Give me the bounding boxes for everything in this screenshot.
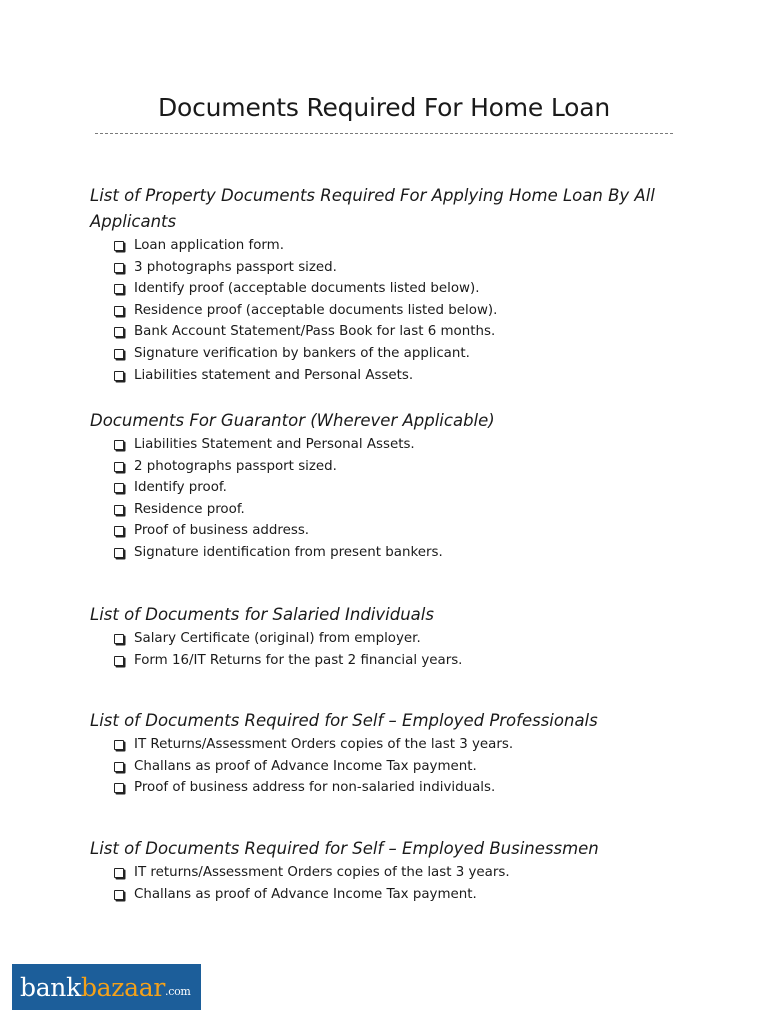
- list-item-text: Residence proof (acceptable documents listed below).: [134, 302, 498, 318]
- checkbox-icon: [114, 462, 124, 472]
- checkbox-icon: [114, 526, 124, 536]
- list-item: [114, 321, 690, 343]
- list-item-text: 3 photographs passport sized.: [134, 259, 337, 275]
- title-divider: [95, 133, 673, 134]
- list-item: [114, 542, 690, 564]
- section-businessmen-documents: [90, 836, 690, 905]
- list-item-text: Signature identification from present bankers.: [134, 544, 443, 560]
- list-item: [114, 499, 690, 521]
- checkbox-icon: [114, 783, 124, 793]
- list-item-text: IT returns/Assessment Orders copies of the last 3 years.: [134, 865, 510, 880]
- checkbox-icon: [114, 505, 124, 515]
- list-item-text: Residence proof.: [134, 501, 245, 517]
- checkbox-icon: [114, 868, 124, 878]
- checkbox-icon: [114, 740, 124, 750]
- list-item-text: Salary Certificate (original) from employer.: [134, 631, 421, 646]
- list-item: [114, 477, 690, 499]
- list-item: [114, 862, 690, 884]
- checkbox-icon: [114, 656, 124, 666]
- bankbazaar-logo: [12, 964, 201, 1010]
- section-professionals-documents: [90, 708, 690, 799]
- list-item-text: Liabilities Statement and Personal Assets.: [134, 437, 415, 452]
- checkbox-icon: [114, 241, 124, 251]
- checkbox-icon: [114, 762, 124, 772]
- checklist: [90, 628, 690, 671]
- checkbox-icon: [114, 263, 124, 273]
- logo-text-bazaar: bazaar: [80, 972, 166, 1002]
- list-item-text: Bank Account Statement/Pass Book for last 6 months.: [134, 324, 496, 340]
- section-heading: List of Property Documents Required For Applying Home Loan By All Applicants: [90, 186, 655, 231]
- list-item: [114, 884, 690, 906]
- list-item: [114, 756, 690, 778]
- checklist: [90, 235, 690, 386]
- checklist: [90, 434, 690, 564]
- list-item-text: Identify proof (acceptable documents listed below).: [134, 281, 480, 297]
- list-item: [114, 734, 690, 756]
- checkbox-icon: [114, 440, 124, 450]
- list-item: [114, 343, 690, 365]
- checkbox-icon: [114, 349, 124, 359]
- checkbox-icon: [114, 548, 124, 558]
- checkbox-icon: [114, 634, 124, 644]
- list-item: [114, 650, 690, 672]
- list-item: [114, 520, 690, 542]
- list-item-text: Loan application form.: [134, 238, 284, 253]
- list-item-text: IT Returns/Assessment Orders copies of the last 3 years.: [134, 737, 514, 752]
- section-guarantor-documents: [90, 408, 690, 564]
- list-item: [114, 456, 690, 478]
- list-item-text: Challans as proof of Advance Income Tax payment.: [134, 886, 477, 902]
- section-heading: Documents For Guarantor (Wherever Applicable): [90, 411, 495, 430]
- list-item-text: Signature verification by bankers of the applicant.: [134, 345, 470, 361]
- list-item: [114, 278, 690, 300]
- section-heading: List of Documents for Salaried Individuals: [90, 605, 434, 624]
- list-item: [114, 777, 690, 799]
- logo-text-dotcom: .com: [165, 984, 191, 998]
- checkbox-icon: [114, 327, 124, 337]
- checklist: [90, 734, 690, 799]
- list-item: [114, 365, 690, 387]
- list-item: [114, 300, 690, 322]
- section-property-documents: [90, 183, 690, 386]
- section-salaried-documents: [90, 602, 690, 671]
- list-item-text: 2 photographs passport sized.: [134, 458, 337, 474]
- list-item-text: Liabilities statement and Personal Assets.: [134, 367, 414, 383]
- checkbox-icon: [114, 306, 124, 316]
- list-item-text: Proof of business address.: [134, 523, 310, 539]
- checkbox-icon: [114, 284, 124, 294]
- list-item-text: Challans as proof of Advance Income Tax payment.: [134, 758, 477, 774]
- checklist: [90, 862, 690, 905]
- list-item: [114, 628, 690, 650]
- list-item: [114, 434, 690, 456]
- section-heading: List of Documents Required for Self – Employed Professionals: [90, 711, 598, 730]
- logo-text-bank: bank: [20, 972, 81, 1002]
- list-item: [114, 235, 690, 257]
- checkbox-icon: [114, 890, 124, 900]
- section-heading: List of Documents Required for Self – Employed Businessmen: [90, 839, 599, 858]
- list-item-text: Identify proof.: [134, 480, 227, 496]
- list-item-text: Proof of business address for non-salaried individuals.: [134, 780, 496, 796]
- list-item: [114, 257, 690, 279]
- checkbox-icon: [114, 483, 124, 493]
- checkbox-icon: [114, 371, 124, 381]
- page-title: Documents Required For Home Loan: [157, 93, 611, 122]
- list-item-text: Form 16/IT Returns for the past 2 financial years.: [134, 652, 463, 668]
